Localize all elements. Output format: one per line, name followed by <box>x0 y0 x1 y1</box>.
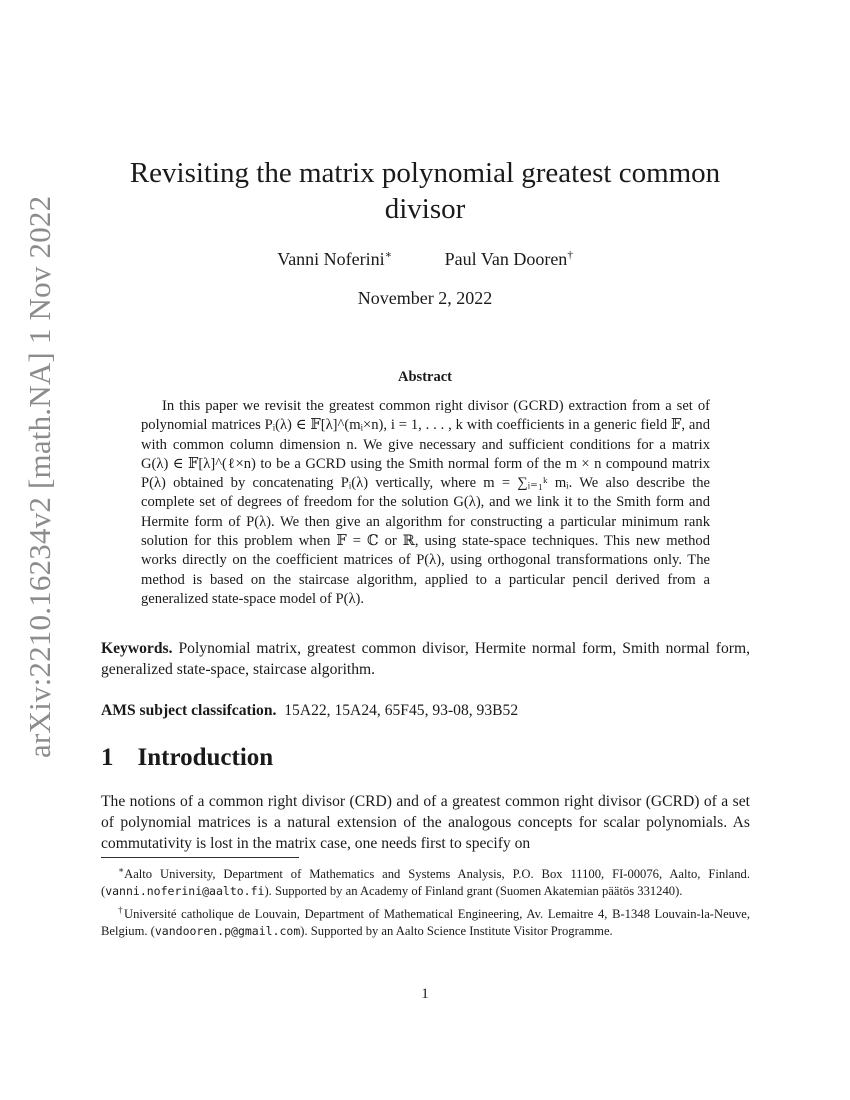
email-link[interactable]: vandooren.p@gmail.com <box>154 923 301 938</box>
page-number: 1 <box>421 986 429 1002</box>
ams-classification <box>101 700 750 721</box>
section-heading <box>101 744 273 772</box>
footnote-2 <box>101 902 750 940</box>
footnote-mark: † <box>118 904 125 915</box>
keywords-text: Polynomial matrix, greatest common divisor, Hermite normal form, Smith normal form, generalized state-space, staircase algorithm. <box>101 640 750 678</box>
arxiv-identifier: arXiv:2210.16234v2 [math.NA] 1 Nov 2022 <box>22 195 57 758</box>
introduction-text: The notions of a common right divisor (CRD) and of a greatest common right divisor (GCRD) of a set of polynomial matrices is a natural extension of the analogous concepts for scalar polynomials. As commutativity is lost in the matrix case, one needs first to specify on <box>101 793 750 852</box>
footnote-text: Université catholique de Louvain, Department of Mathematical Engineering, Av. Lemaitre 4, B-1348 Louvain-la-Neuve, Belgium. ( <box>101 906 750 938</box>
paper-title: Revisiting the matrix polynomial greatest common divisor <box>129 157 721 225</box>
section-number: 1 <box>101 744 114 771</box>
author-1 <box>277 249 392 269</box>
author-2 <box>445 249 573 269</box>
footnote-mark: ∗ <box>118 865 125 875</box>
footnote-text: ). Supported by an Academy of Finland grant (Suomen Akatemian päätös 331240). <box>264 883 683 898</box>
author-footnote-mark[interactable]: ∗ <box>384 249 393 261</box>
author-name: Paul Van Dooren <box>444 249 568 269</box>
footnote-text: ). Supported by an Aalto Science Institute Visitor Programme. <box>300 923 613 938</box>
paper-date: November 2, 2022 <box>357 288 493 308</box>
author-name: Vanni Noferini <box>277 249 385 269</box>
ams-codes: 15A22, 15A24, 65F45, 93-08, 93B52 <box>284 702 519 719</box>
section-title: Introduction <box>137 744 274 771</box>
footnote-text: Aalto University, Department of Mathematics and Systems Analysis, P.O. Box 11100, FI-00076, Aalto, Finland. ( <box>101 867 750 898</box>
abstract-text: In this paper we revisit the greatest common right divisor (GCRD) extraction from a set of polynomial matrices Pᵢ(λ) ∈ 𝔽[λ]^(mᵢ×n), i = 1, . . . , k with coefficients in a generic field 𝔽, and with common column dimension n. We give necessary and sufficient conditions for a matrix G(λ) ∈ 𝔽[λ]^(ℓ×n) to be a GCRD using the Smith normal form of the m × n compound matrix P(λ) obtained by concatenating Pᵢ(λ) vertically, where m = ∑ᵢ₌₁ᵏ mᵢ. We also describe the complete set of degrees of freedom for the solution G(λ), and we link it to the Smith form and Hermite form of P(λ). We then give an algorithm for constructing a particular minimum rank solution for this problem when 𝔽 = ℂ or ℝ, using state-space techniques. This new method works directly on the coefficient matrices of P(λ), using orthogonal transformations only. The method is based on the staircase algorithm, applied to a particular pencil derived from a generalized state-space model of P(λ). <box>141 398 710 607</box>
keywords-paragraph <box>101 638 750 680</box>
email-link[interactable]: vanni.noferini@aalto.fi <box>105 883 265 898</box>
ams-label: AMS subject classifcation. <box>101 702 277 719</box>
author-list <box>100 248 750 270</box>
footnote-1 <box>101 862 750 900</box>
abstract-heading: Abstract <box>398 369 452 385</box>
keywords-label: Keywords. <box>101 640 173 657</box>
footnotes <box>101 862 750 942</box>
footnote-divider <box>101 857 299 858</box>
author-footnote-mark[interactable]: † <box>567 249 573 261</box>
